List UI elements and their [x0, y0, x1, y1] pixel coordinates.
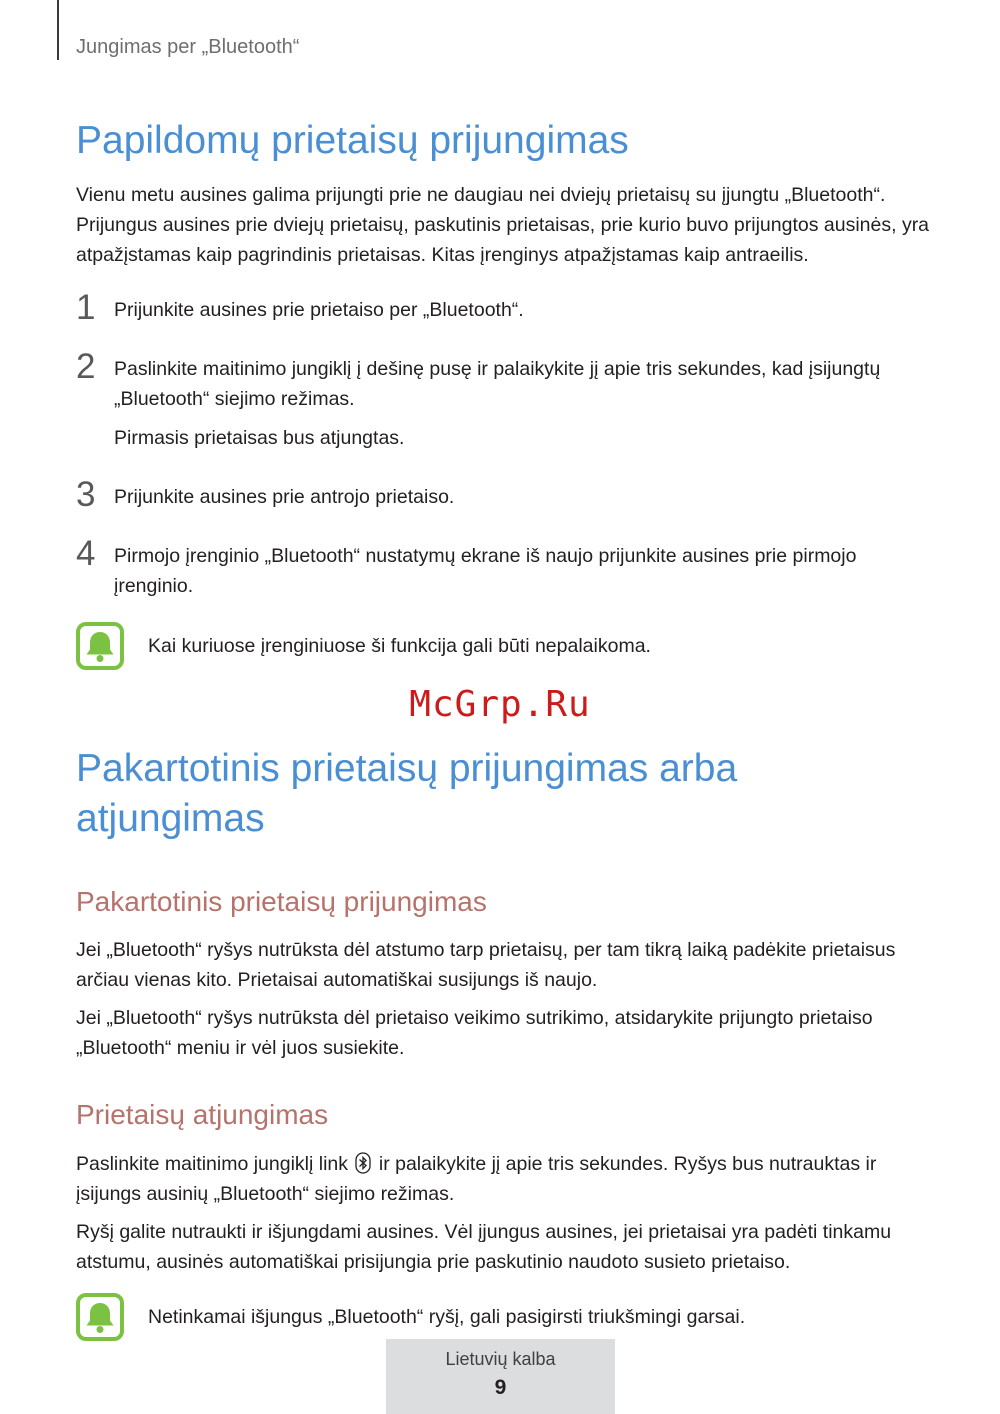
- step-text: Pirmojo įrenginio „Bluetooth“ nustatymų ekrane iš naujo prijunkite ausines prie pirmojo įrenginio.: [114, 545, 857, 597]
- running-header: Jungimas per „Bluetooth“: [76, 36, 300, 58]
- step-number: 3: [76, 475, 96, 514]
- footer-language: Lietuvių kalba: [445, 1349, 556, 1369]
- bluetooth-icon: [355, 1152, 371, 1174]
- note-compatibility: [76, 622, 936, 670]
- step-number: 1: [76, 288, 96, 327]
- intro-paragraph: Vienu metu ausines galima prijungti prie ne daugiau nei dviejų prietaisų su įjungtu „Bluetooth“. Prijungus ausines prie dviejų prietaisų, paskutinis prietaisas, prie kurio buvo prijungtos ausinės, yra atpažįstamas kaip pagrindinis prietaisas. Kitas įrenginys atpažįstamas kaip antraeilis.: [76, 184, 930, 266]
- section-title-reconnect-disconnect: Pakartotinis prietaisų prijungimas arba atjungimas: [76, 747, 738, 840]
- disconnect-text-before-icon: Paslinkite maitinimo jungiklį link: [76, 1153, 349, 1175]
- step-result-text: Pirmasis prietaisas bus atjungtas.: [114, 427, 405, 449]
- header-rule: [57, 0, 59, 60]
- step-text: Paslinkite maitinimo jungiklį į dešinę pusę ir palaikykite jį apie tris sekundes, kad įsijungtų „Bluetooth“ siejimo režimas.: [114, 358, 881, 410]
- step-text: Prijunkite ausines prie prietaiso per „Bluetooth“.: [114, 299, 524, 321]
- page-footer: [386, 1339, 615, 1414]
- note-text: Kai kuriuose įrenginiuose ši funkcija gali būti nepalaikoma.: [148, 635, 651, 657]
- page-number: 9: [494, 1376, 507, 1399]
- step-number: 2: [76, 347, 96, 386]
- disconnect-paragraph-2: Ryšį galite nutraukti ir išjungdami ausines. Vėl įjungus ausines, jei prietaisai yra padėti tinkamu atstumu, ausinės automatiškai prisijungia prie paskutinio naudoto susieto prietaiso.: [76, 1221, 892, 1273]
- section-title-additional-devices: Papildomų prietaisų prijungimas: [76, 119, 629, 162]
- bell-note-icon: [76, 622, 124, 670]
- disconnect-text-after-icon: ir palaikykite jį apie tris sekundes. Ryšys bus nutrauktas ir įsijungs ausinių „Bluetooth“ siejimo režimas.: [76, 1153, 877, 1205]
- note-noise: [76, 1293, 936, 1341]
- reconnect-paragraph-1: Jei „Bluetooth“ ryšys nutrūksta dėl atstumo tarp prietaisų, per tam tikrą laiką padėkite prietaisus arčiau vienas kito. Prietaisai automatiškai susijungs iš naujo.: [76, 939, 896, 991]
- subsection-title-reconnect: Pakartotinis prietaisų prijungimas: [76, 886, 487, 917]
- disconnect-paragraph-1: [76, 1149, 936, 1209]
- watermark: McGrp.Ru: [409, 684, 591, 725]
- reconnect-paragraph-2: Jei „Bluetooth“ ryšys nutrūksta dėl prietaiso veikimo sutrikimo, atsidarykite prijungto prietaiso „Bluetooth“ meniu ir vėl juos susiekite.: [76, 1007, 873, 1059]
- step-number: 4: [76, 534, 96, 573]
- step-text: Prijunkite ausines prie antrojo prietaiso.: [114, 486, 455, 508]
- note-text: Netinkamai išjungus „Bluetooth“ ryšį, gali pasigirsti triukšmingi garsai.: [148, 1306, 746, 1328]
- bell-note-icon: [76, 1293, 124, 1341]
- subsection-title-disconnect: Prietaisų atjungimas: [76, 1099, 329, 1130]
